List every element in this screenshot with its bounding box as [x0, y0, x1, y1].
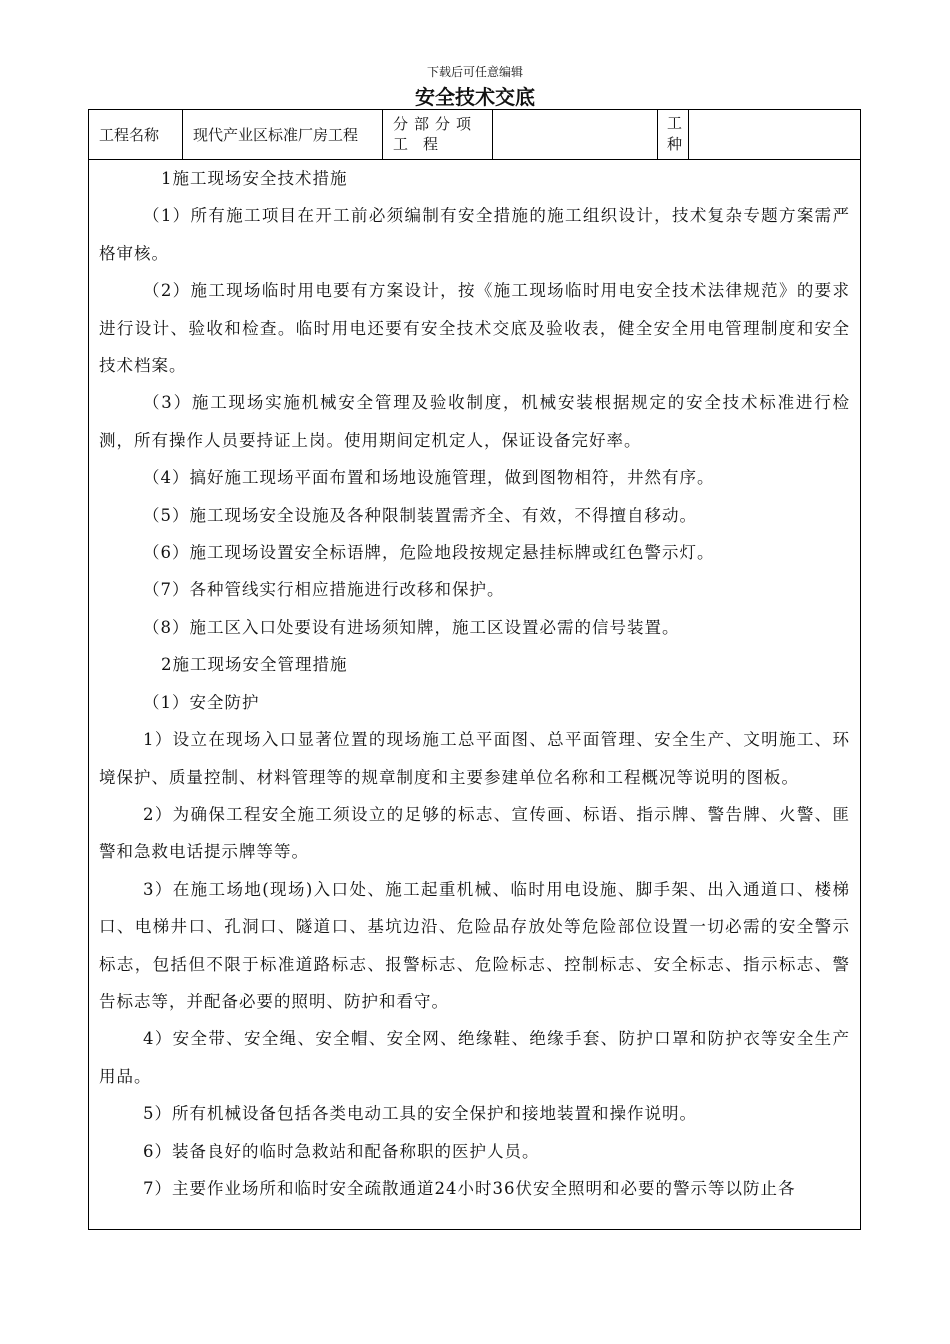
- document-title: 安全技术交底: [415, 85, 535, 109]
- content-paragraph: （1）安全防护: [143, 692, 260, 712]
- content-paragraph: （5）施工现场安全设施及各种限制装置需齐全、有效，不得擅自移动。: [143, 505, 697, 525]
- trade-label: [658, 110, 689, 159]
- trade-value: [689, 110, 860, 159]
- content-paragraph: （1）所有施工项目在开工前必须编制有安全措施的施工组织设计，技术复杂专题方案需严格审核。: [99, 206, 850, 263]
- table-header-row: [89, 110, 860, 160]
- content-paragraph: （7）各种管线实行相应措施进行改移和保护。: [143, 580, 505, 600]
- subproject-label: [383, 110, 493, 159]
- content-paragraph: 7）主要作业场所和临时安全疏散通道24小时36伏安全照明和必要的警示等以防止各: [143, 1178, 796, 1198]
- content-paragraph: （6）施工现场设置安全标语牌，危险地段按规定悬挂标牌或红色警示灯。: [143, 543, 715, 563]
- download-note: 下载后可任意编辑: [426, 65, 523, 79]
- trade-label-line2: 种: [667, 135, 683, 153]
- subproject-label-line2: 工 程: [393, 135, 439, 153]
- content-paragraph: 2施工现场安全管理措施: [161, 655, 348, 675]
- content-paragraph: 3）在施工场地(现场)入口处、施工起重机械、临时用电设施、脚手架、出入通道口、楼梯口、电梯井口、孔洞口、隧道口、基坑边沿、危险品存放处等危险部位设置一切必需的安全警示标志，包括但不限于标准道路标志、报警标志、危险标志、控制标志、安全标志、指示标志、警告标志等，并配备必要的照明、防护和看守。: [99, 879, 850, 1011]
- project-name-label: 工程名称: [89, 110, 183, 159]
- content-paragraph: 1）设立在现场入口显著位置的现场施工总平面图、总平面管理、安全生产、文明施工、环境保护、质量控制、材料管理等的规章制度和主要参建单位名称和工程概况等说明的图板。: [99, 730, 850, 787]
- subproject-label-line1: 分部分项: [393, 115, 478, 133]
- content-paragraph: （8）施工区入口处要设有进场须知牌，施工区设置必需的信号装置。: [143, 617, 680, 637]
- subproject-value: [493, 110, 658, 159]
- content-paragraph: 2）为确保工程安全施工须设立的足够的标志、宣传画、标语、指示牌、警告牌、火警、匪警和急救电话提示牌等等。: [99, 804, 850, 862]
- content-paragraph: 1施工现场安全技术措施: [161, 169, 348, 188]
- disclosure-content: [89, 160, 860, 1207]
- content-paragraph: （3）施工现场实施机械安全管理及验收制度，机械安装根据规定的安全技术标准进行检测，所有操作人员要持证上岗。使用期间定机定人，保证设备完好率。: [99, 393, 850, 450]
- content-paragraph: （4）搞好施工现场平面布置和场地设施管理，做到图物相符，井然有序。: [143, 468, 715, 488]
- project-name-value: 现代产业区标准厂房工程: [183, 110, 383, 159]
- content-paragraph: 4）安全带、安全绳、安全帽、安全网、绝缘鞋、绝缘手套、防护口罩和防护衣等安全生产用品。: [99, 1029, 850, 1086]
- content-paragraph: 5）所有机械设备包括各类电动工具的安全保护和接地装置和操作说明。: [143, 1104, 697, 1124]
- content-paragraph: 6）装备良好的临时急救站和配备称职的医护人员。: [143, 1141, 540, 1161]
- disclosure-table: [88, 109, 861, 1230]
- content-paragraph: （2）施工现场临时用电要有方案设计，按《施工现场临时用电安全技术法律规范》的要求进行设计、验收和检查。临时用电还要有安全技术交底及验收表，健全安全用电管理制度和安全技术档案。: [99, 281, 850, 376]
- trade-label-line1: 工: [667, 114, 683, 132]
